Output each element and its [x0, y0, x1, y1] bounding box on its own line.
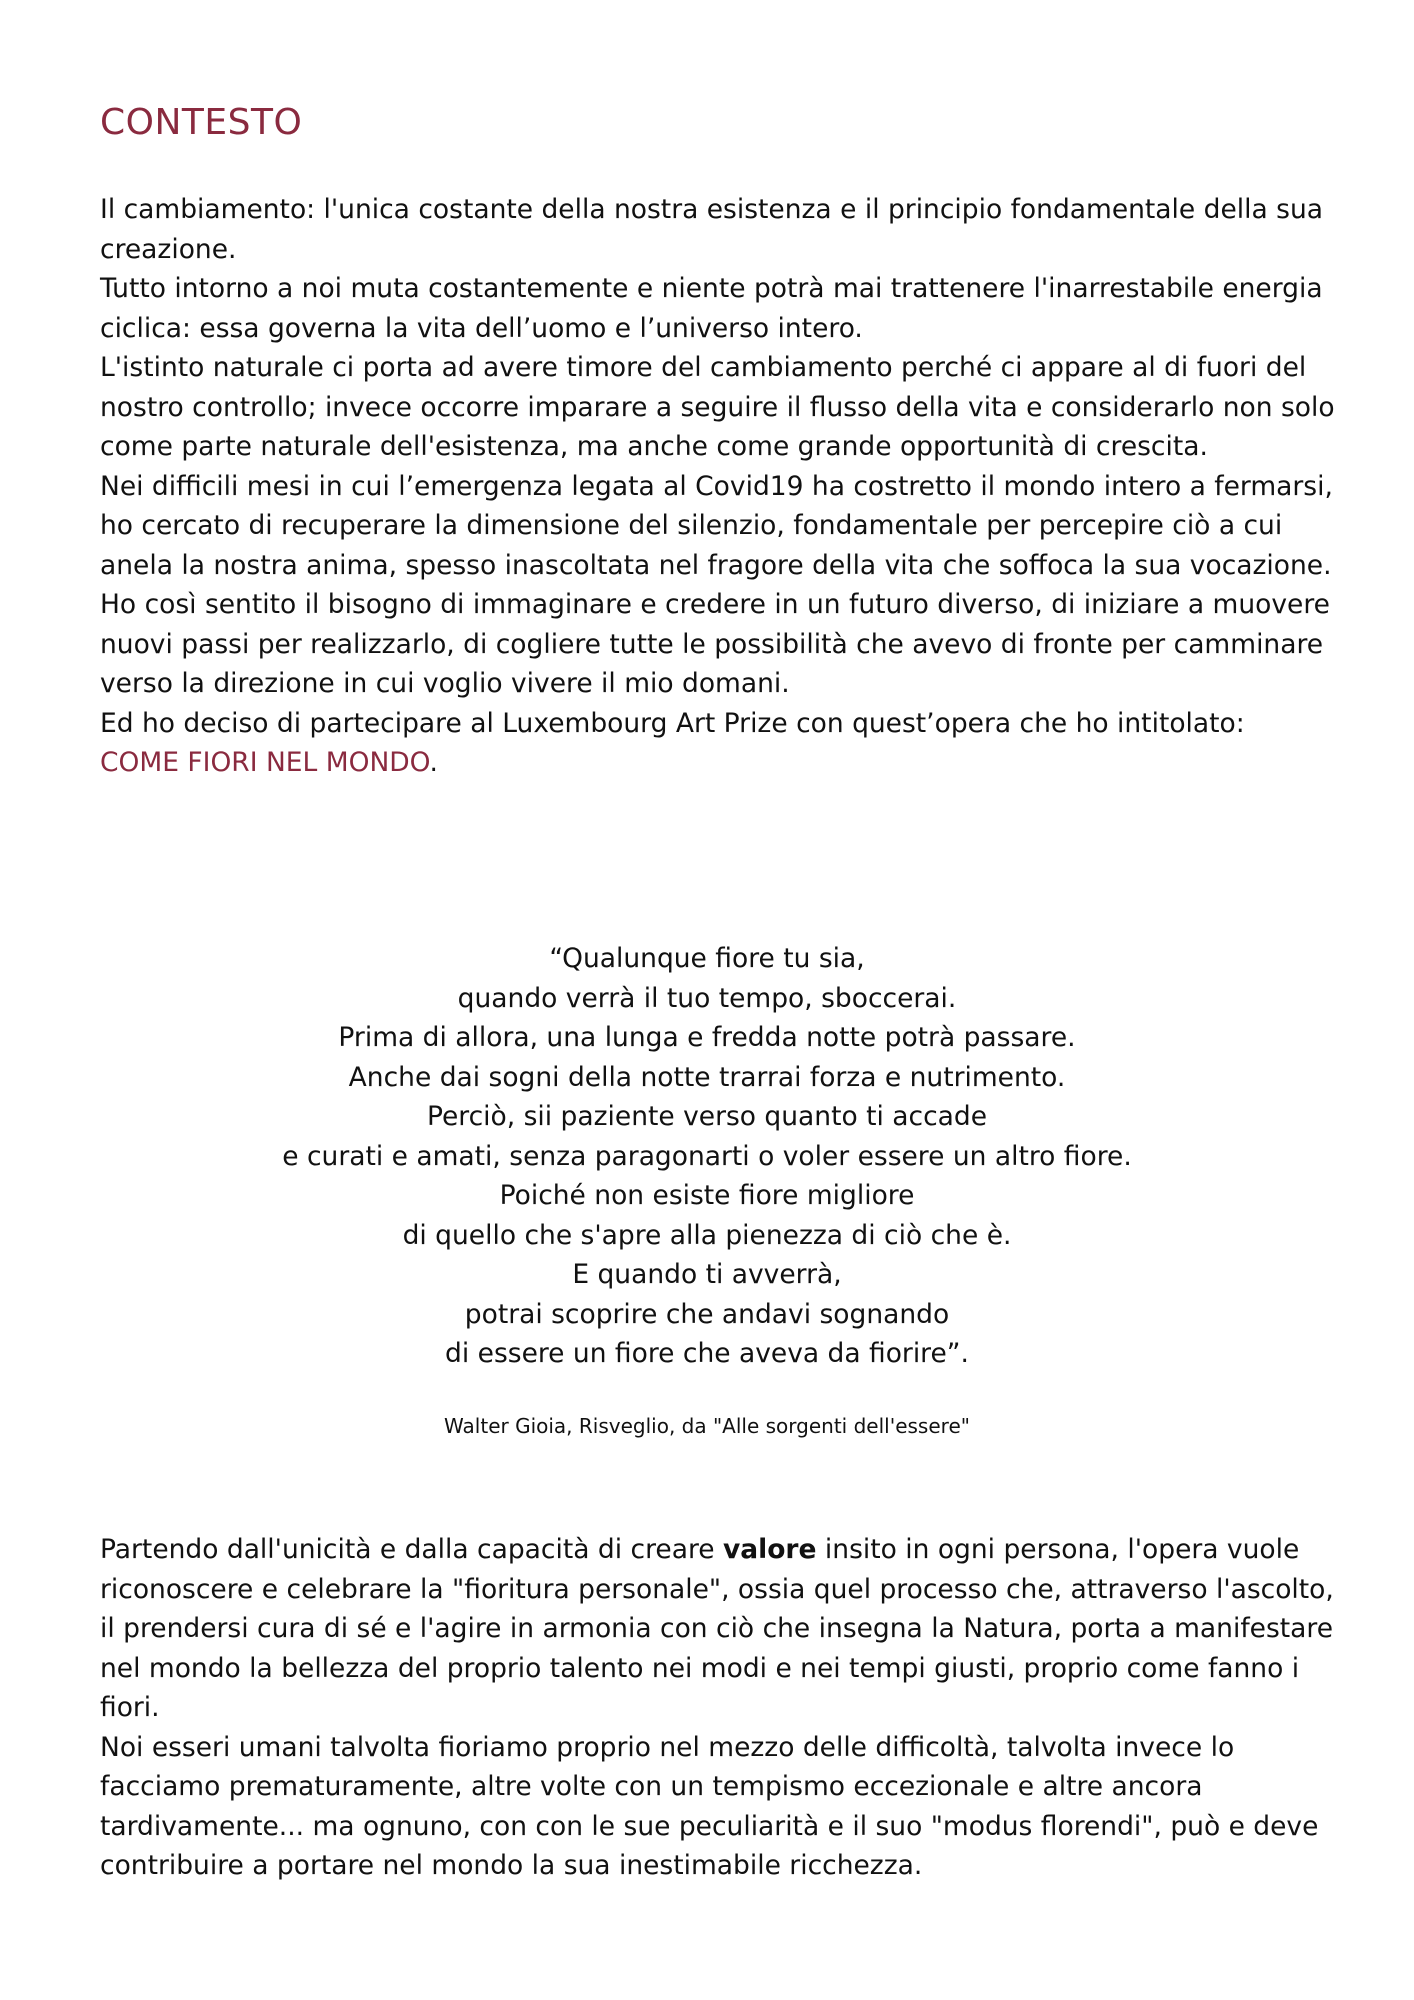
closing-paragraph: Noi esseri umani talvolta fioriamo proprio nel mezzo delle difficoltà, talvolta invece lo facciamo prematuramente, altre volte con un tempismo eccezionale e altre ancora tardivamente... ma ognuno, con con le sue peculiarità e il suo "modus florendi", può e deve contribuire a portare nel mondo la sua inestimabile ricchezza.	[100, 1731, 1319, 1881]
poem-line: Perciò, sii paziente verso quanto ti accade	[426, 1101, 988, 1132]
intro-paragraph: L'istinto naturale ci porta ad avere timore del cambiamento perché ci appare al di fuori del nostro controllo; invece occorre imparare a seguire il flusso della vita e considerarlo non solo come parte naturale dell'esistenza, ma anche come grande opportunità di crescita.	[100, 352, 1335, 462]
poem-quote	[0, 939, 1414, 1374]
intro-paragraph: Ho così sentito il bisogno di immaginare e credere in un futuro diverso, di iniziare a muovere nuovi passi per realizzarlo, di cogliere tutte le possibilità che avevo di fronte per camminare verso la direzione in cui voglio vivere il mio domani.	[100, 589, 1330, 699]
poem-line: potrai scoprire che andavi sognando	[464, 1298, 950, 1330]
poem-line: di quello che s'apre alla pienezza di ciò che è.	[402, 1219, 1012, 1251]
intro-paragraph: Ed ho deciso di partecipare al Luxembourg Art Prize con quest’opera che ho intitolato:	[100, 707, 1245, 739]
closing-paragraph	[100, 1530, 1340, 1728]
poem-attribution: Walter Gioia, Risveglio, da "Alle sorgenti dell'essere"	[444, 1414, 970, 1438]
closing-text-start: Partendo dall'unicità e dalla capacità di creare	[100, 1534, 723, 1565]
work-title-suffix: .	[429, 747, 438, 778]
poem-line: quando verrà il tuo tempo, sboccerai.	[457, 982, 957, 1014]
closing-text	[100, 1530, 1340, 1886]
section-heading: CONTESTO	[100, 102, 303, 143]
intro-paragraph: Tutto intorno a noi muta costantemente e niente potrà mai trattenere l'inarrestabile energia ciclica: essa governa la vita dell’uomo e l’universo intero.	[100, 273, 1323, 344]
poem-line: di essere un fiore che aveva da fiorire”.	[445, 1338, 969, 1369]
poem-line: Poiché non esiste fiore migliore	[499, 1180, 915, 1211]
intro-paragraph: Il cambiamento: l'unica costante della nostra esistenza e il principio fondamentale della sua creazione.	[100, 194, 1323, 265]
work-title: COME FIORI NEL MONDO	[100, 747, 430, 778]
work-title-line	[100, 743, 1340, 783]
intro-paragraph: Nei difficili mesi in cui l’emergenza legata al Covid19 ha costretto il mondo intero a fermarsi, ho cercato di recuperare la dimensione del silenzio, fondamentale per percepire ciò a cui anela la nostra anima, spesso inascoltata nel fragore della vita che soffoca la sua vocazione.	[100, 470, 1333, 581]
intro-text	[100, 190, 1340, 783]
poem-line: Anche dai sogni della notte trarrai forza e nutrimento.	[348, 1061, 1066, 1093]
poem-line: Prima di allora, una lunga e fredda notte potrà passare.	[338, 1022, 1076, 1053]
emphasis-valore: valore	[722, 1534, 817, 1565]
poem-line: e curati e amati, senza paragonarti o voler essere un altro fiore.	[282, 1140, 1132, 1172]
closing-text-end: insito in ogni persona, l'opera vuole riconoscere e celebrare la "fioritura personale", ossia quel processo che, attraverso l'ascolto, il prendersi cura di sé e l'agire in armonia con ciò che insegna la Natura, porta a manifestare nel mondo la bellezza del proprio talento nei modi e nei tempi giusti, proprio come fanno i fiori.	[100, 1534, 1334, 1723]
poem-line: E quando ti avverrà,	[572, 1259, 842, 1290]
poem-line: “Qualunque fiore tu sia,	[549, 943, 865, 974]
